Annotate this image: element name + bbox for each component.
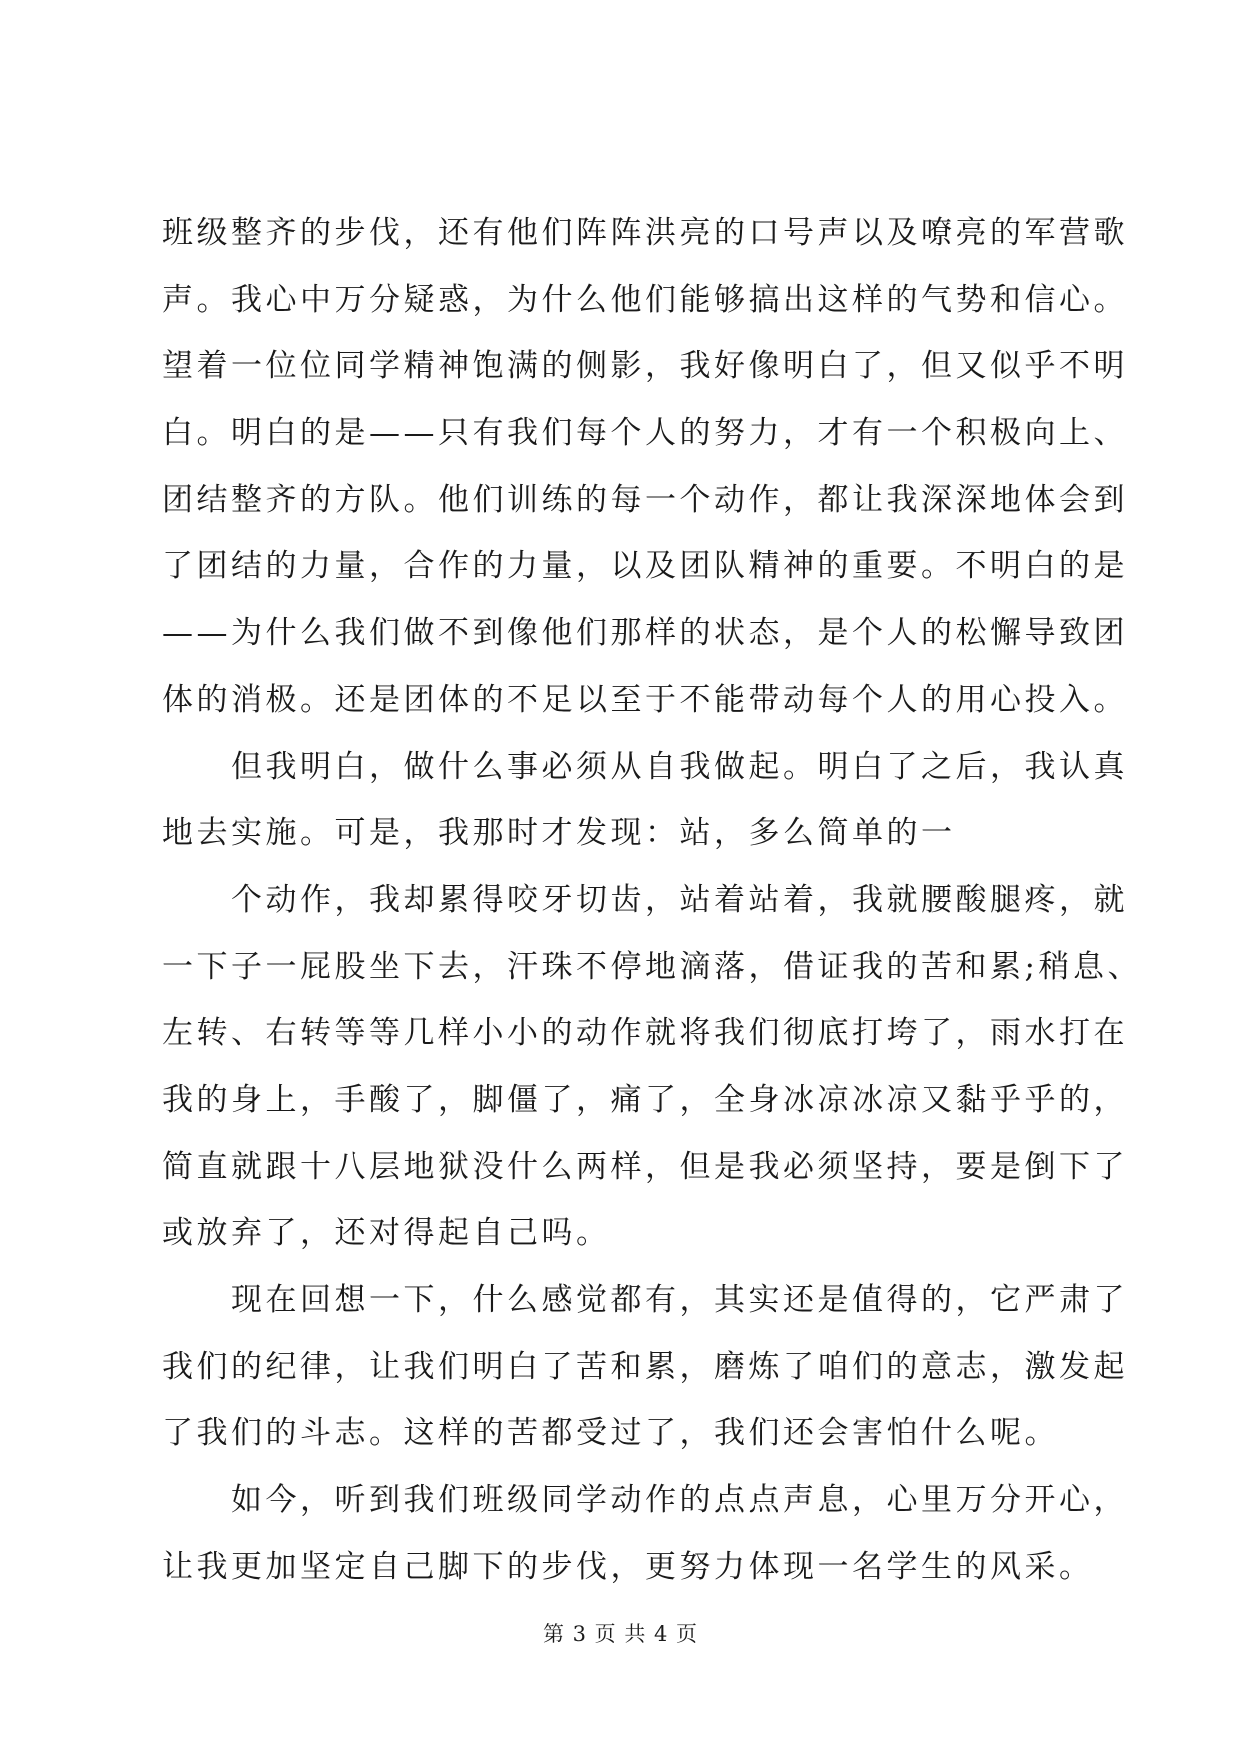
page-number-footer: 第 3 页 共 4 页 (542, 1622, 699, 1646)
text-line: 一下子一屁股坐下去，汗珠不停地滴落，借证我的苦和累;稍息、 (162, 948, 1142, 985)
text-line: 或放弃了，还对得起自己吗。 (162, 1215, 611, 1252)
text-line: 让我更加坚定自己脚下的步伐，更努力体现一名学生的风采。 (162, 1548, 1094, 1585)
text-line: 个动作，我却累得咬牙切齿，站着站着，我就腰酸腿疼，就 (162, 881, 1128, 918)
text-line: 地去实施。可是，我那时才发现：站，多么简单的一 (162, 815, 956, 852)
text-line: ——为什么我们做不到像他们那样的状态，是个人的松懈导致团 (162, 615, 1128, 652)
text-line: 左转、右转等等几样小小的动作就将我们彻底打垮了，雨水打在 (162, 1015, 1128, 1052)
text-line: 但我明白，做什么事必须从自我做起。明白了之后，我认真 (162, 748, 1128, 785)
text-line: 如今，听到我们班级同学动作的点点声息，心里万分开心， (162, 1482, 1128, 1519)
text-line: 简直就跟十八层地狱没什么两样，但是我必须坚持，要是倒下了 (162, 1148, 1128, 1185)
text-line: 现在回想一下，什么感觉都有，其实还是值得的，它严肃了 (162, 1282, 1128, 1318)
text-line: 了我们的斗志。这样的苦都受过了，我们还会害怕什么呢。 (162, 1415, 1059, 1452)
text-line: 团结整齐的方队。他们训练的每一个动作，都让我深深地体会到 (162, 481, 1128, 518)
text-line: 班级整齐的步伐，还有他们阵阵洪亮的口号声以及嘹亮的军营歌 (162, 215, 1128, 251)
text-line: 了团结的力量，合作的力量，以及团队精神的重要。不明白的是 (162, 548, 1128, 585)
text-line: 我们的纪律，让我们明白了苦和累，磨炼了咱们的意志，激发起 (162, 1348, 1128, 1385)
body-text (162, 200, 1142, 1600)
text-line: 望着一位位同学精神饱满的侧影，我好像明白了，但又似乎不明 (162, 348, 1128, 385)
text-line: 我的身上，手酸了，脚僵了，痛了，全身冰凉冰凉又黏乎乎的， (162, 1081, 1128, 1118)
text-line: 体的消极。还是团体的不足以至于不能带动每个人的用心投入。 (162, 681, 1128, 718)
text-line: 白。明白的是——只有我们每个人的努力，才有一个积极向上、 (162, 415, 1128, 452)
text-line: 声。我心中万分疑惑，为什么他们能够搞出这样的气势和信心。 (162, 281, 1128, 318)
